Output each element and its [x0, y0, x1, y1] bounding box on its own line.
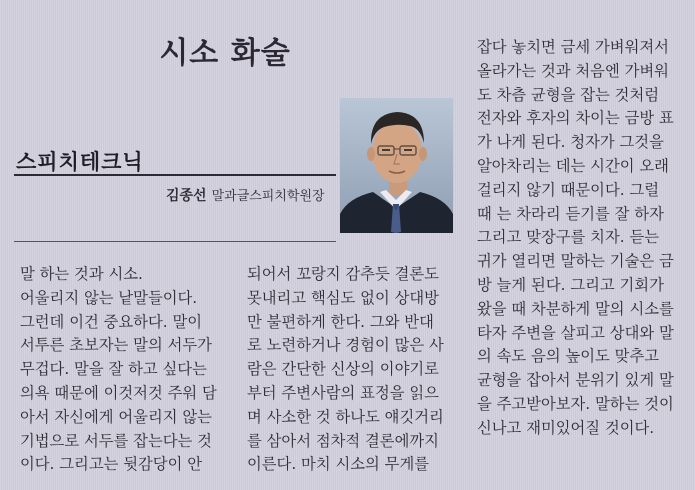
- text-line: 만 불편하게 한다. 그와 반대: [247, 312, 434, 331]
- text-line: 타자 주변을 살피고 상대와 말: [477, 323, 674, 342]
- text-line: 아서 자신에게 어울리지 않는: [20, 407, 212, 426]
- text-line: 왔을 때 차분하게 말의 시소를: [477, 299, 674, 318]
- text-line: 전자와 후자의 차이는 금방 표: [477, 109, 674, 128]
- article-column-1: [20, 263, 217, 477]
- text-line: 무겁다. 말을 잘 하고 싶다는: [20, 360, 207, 379]
- text-line: 의욕 때문에 이것저것 주워 담: [20, 383, 217, 402]
- text-line: 이다. 그리고는 뒷감당이 안: [20, 455, 202, 474]
- text-line: 를 삼아서 점차적 결론에까지: [247, 431, 439, 450]
- author-title: 말과글스피치학원장: [211, 189, 325, 204]
- text-line: 부터 주변사람의 표정을 읽으: [247, 383, 439, 402]
- article-title: 시소 화술: [159, 36, 291, 71]
- text-line: 잡다 놓치면 금세 가벼워져서: [477, 38, 669, 56]
- text-line: 도 차츰 균형을 잡는 것처럼: [477, 85, 659, 104]
- text-line: 기법으로 서두를 잡는다는 것: [20, 431, 212, 450]
- divider-bottom: [14, 241, 336, 242]
- text-line: 때 는 차라리 듣기를 잘 하자: [477, 204, 664, 223]
- text-line: 이른다. 마치 시소의 무게를: [247, 455, 429, 474]
- text-line: 서투른 초보자는 말의 서두가: [20, 336, 212, 355]
- text-line: 알아차리는 데는 시간이 오래: [477, 156, 669, 175]
- author-photo: [340, 98, 453, 233]
- author-name: 김종선: [166, 188, 207, 204]
- text-line: 방 늘게 된다. 그리고 기회가: [477, 275, 664, 294]
- text-line: 올라가는 것과 처음엔 가벼워: [477, 61, 669, 80]
- text-line: 며 사소한 것 하나도 얘깃거리: [247, 407, 444, 426]
- text-line: 로 노련하거나 경험이 많은 사: [247, 336, 444, 355]
- text-line: 신나고 재미있어질 것이다.: [477, 418, 655, 437]
- byline: [166, 185, 325, 205]
- text-line: 못내리고 핵심도 없이 상대방: [247, 288, 439, 307]
- article-column-2: [247, 263, 444, 477]
- text-line: 말 하는 것과 시소.: [20, 265, 143, 283]
- text-line: 의 속도 음의 높이도 맞추고: [477, 347, 659, 366]
- text-line: 귀가 열리면 말하는 기술은 금: [477, 252, 674, 271]
- article-column-3: [477, 36, 674, 441]
- text-line: 그런데 이건 중요하다. 말이: [20, 312, 202, 331]
- text-line: 을 주고받아보자. 말하는 것이: [477, 394, 674, 413]
- text-line: 어울리지 않는 낱말들이다.: [20, 288, 198, 307]
- text-line: 람은 간단한 신상의 이야기로: [247, 360, 439, 379]
- text-line: 균형을 잡아서 분위기 있게 말: [477, 371, 674, 390]
- text-line: 가 나게 된다. 청자가 그것을: [477, 133, 664, 152]
- divider-top: [14, 174, 336, 176]
- column-label: 스피치테크닉: [16, 150, 144, 174]
- text-line: 되어서 꼬랑지 감추듯 결론도: [247, 265, 439, 283]
- text-line: 걸리지 않기 때문이다. 그럴: [477, 180, 659, 199]
- text-line: 그리고 맞장구를 치자. 듣는: [477, 228, 659, 247]
